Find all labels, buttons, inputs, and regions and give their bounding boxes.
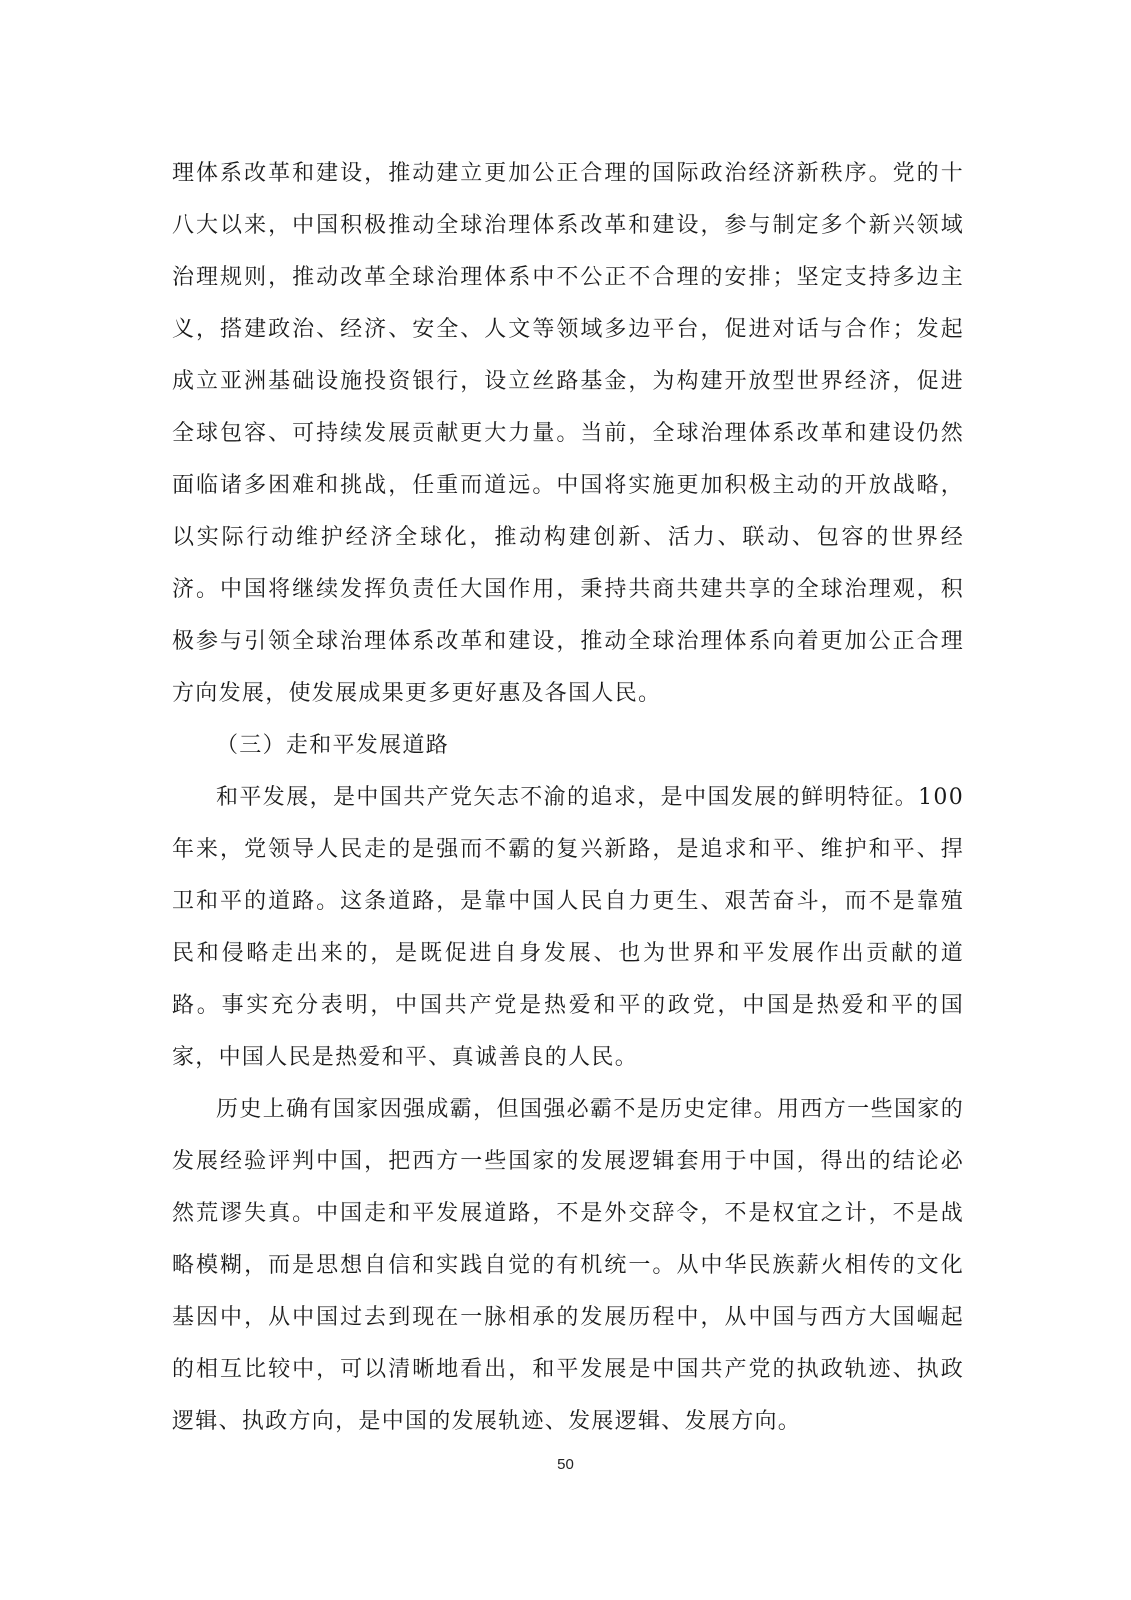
page-number: 50	[557, 1456, 574, 1473]
body-text	[172, 148, 964, 1448]
section-heading: （三）走和平发展道路	[216, 733, 450, 758]
paragraph-continued: 理体系改革和建设，推动建立更加公正合理的国际政治经济新秩序。党的十八大以来，中国积极推动全球治理体系改革和建设，参与制定多个新兴领域治理规则，推动改革全球治理体系中不公正不合理的安排；坚定支持多边主义，搭建政治、经济、安全、人文等领域多边平台，促进对话与合作；发起成立亚洲基础设施投资银行，设立丝路基金，为构建开放型世界经济，促进全球包容、可持续发展贡献更大力量。当前，全球治理体系改革和建设仍然面临诸多困难和挑战，任重而道远。中国将实施更加积极主动的开放战略，以实际行动维护经济全球化，推动构建创新、活力、联动、包容的世界经济。中国将继续发挥负责任大国作用，秉持共商共建共享的全球治理观，积极参与引领全球治理体系改革和建设，推动全球治理体系向着更加公正合理方向发展，使发展成果更多更好惠及各国人民。	[172, 161, 964, 706]
paragraph: 和平发展，是中国共产党矢志不渝的追求，是中国发展的鲜明特征。100年来，党领导人民走的是强而不霸的复兴新路，是追求和平、维护和平、捍卫和平的道路。这条道路，是靠中国人民自力更生、艰苦奋斗，而不是靠殖民和侵略走出来的，是既促进自身发展、也为世界和平发展作出贡献的道路。事实充分表明，中国共产党是热爱和平的政党，中国是热爱和平的国家，中国人民是热爱和平、真诚善良的人民。	[172, 785, 964, 1070]
paragraph: 历史上确有国家因强成霸，但国强必霸不是历史定律。用西方一些国家的发展经验评判中国，把西方一些国家的发展逻辑套用于中国，得出的结论必然荒谬失真。中国走和平发展道路，不是外交辞令，不是权宜之计，不是战略模糊，而是思想自信和实践自觉的有机统一。从中华民族薪火相传的文化基因中，从中国过去到现在一脉相承的发展历程中，从中国与西方大国崛起的相互比较中，可以清晰地看出，和平发展是中国共产党的执政轨迹、执政逻辑、执政方向，是中国的发展轨迹、发展逻辑、发展方向。	[172, 1097, 964, 1434]
